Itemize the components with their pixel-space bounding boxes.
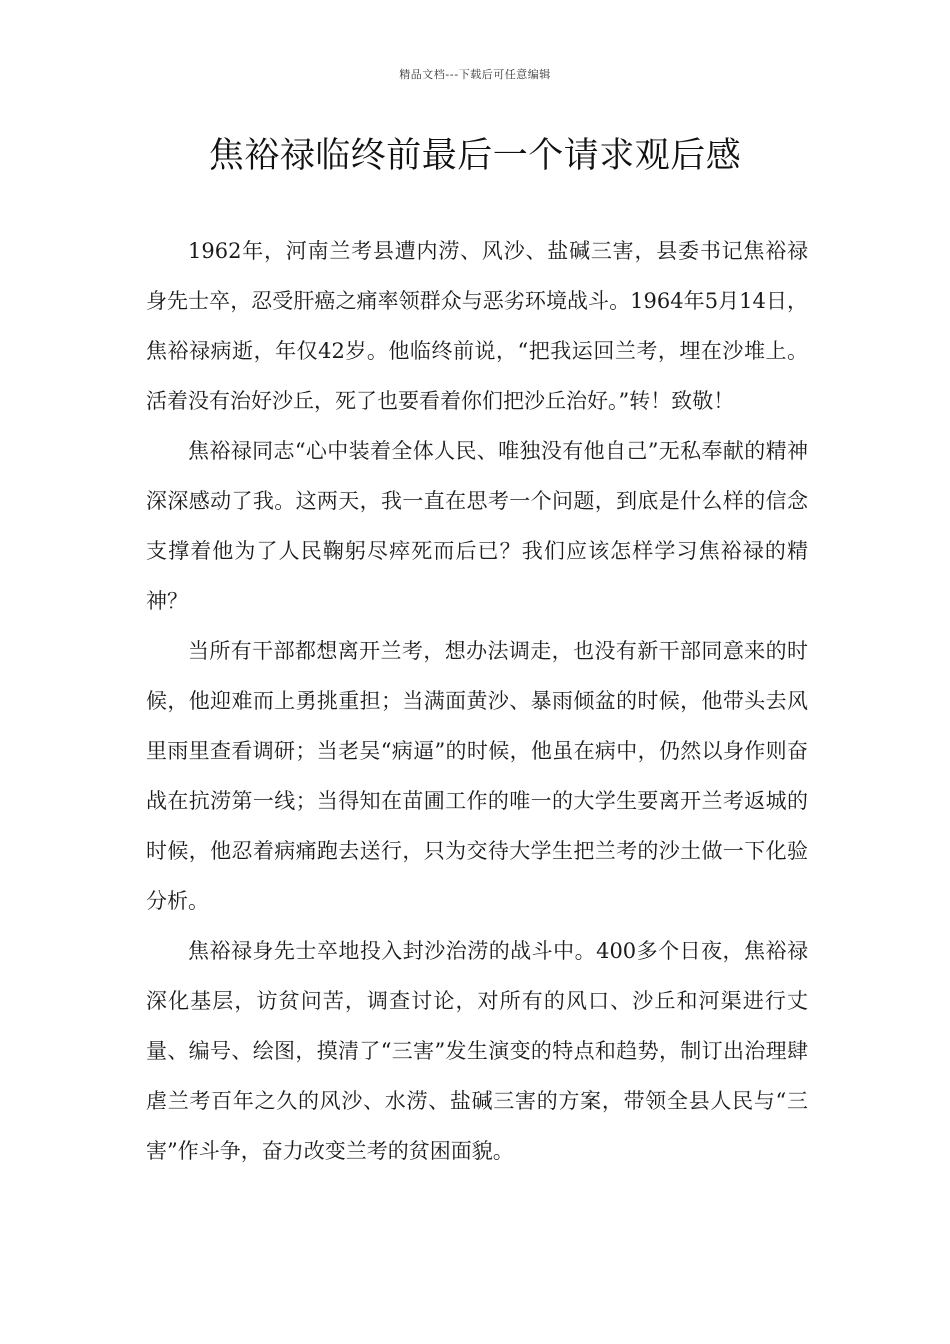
paragraph-1: 1962年，河南兰考县遭内涝、风沙、盐碱三害，县委书记焦裕禄身先士卒，忍受肝癌之痛率领群众与恶劣环境战斗。1964年5月14日，焦裕禄病逝，年仅42岁。他临终前说，“把我运回兰考，埋在沙堆上。活着没有治好沙丘，死了也要看着你们把沙丘治好。”转！致敬！ <box>146 239 808 413</box>
paragraph-3: 当所有干部都想离开兰考，想办法调走，也没有新干部同意来的时候，他迎难而上勇挑重担；当满面黄沙、暴雨倾盆的时候，他带头去风里雨里查看调研；当老吴“病逼”的时候，他虽在病中，仍然以身作则奋战在抗涝第一线；当得知在苗圃工作的唯一的大学生要离开兰考返城的时候，他忍着病痛跑去送行，只为交待大学生把兰考的沙土做一下化验分析。 <box>146 639 808 913</box>
header-note: 精品文档---下载后可任意编辑 <box>399 68 551 81</box>
paragraph-4: 焦裕禄身先士卒地投入封沙治涝的战斗中。400多个日夜，焦裕禄深化基层，访贫问苦，调查讨论，对所有的风口、沙丘和河渠进行丈量、编号、绘图，摸清了“三害”发生演变的特点和趋势，制订出治理肆虐兰考百年之久的风沙、水涝、盐碱三害的方案，带领全县人民与“三害”作斗争，奋力改变兰考的贫困面貌。 <box>146 939 808 1163</box>
document-title: 焦裕禄临终前最后一个请求观后感 <box>208 136 742 176</box>
paragraph-2: 焦裕禄同志“心中装着全体人民、唯独没有他自己”无私奉献的精神深深感动了我。这两天，我一直在思考一个问题，到底是什么样的信念支撑着他为了人民鞠躬尽瘁死而后已？我们应该怎样学习焦裕禄的精神？ <box>146 439 808 613</box>
document-body <box>146 226 808 1176</box>
